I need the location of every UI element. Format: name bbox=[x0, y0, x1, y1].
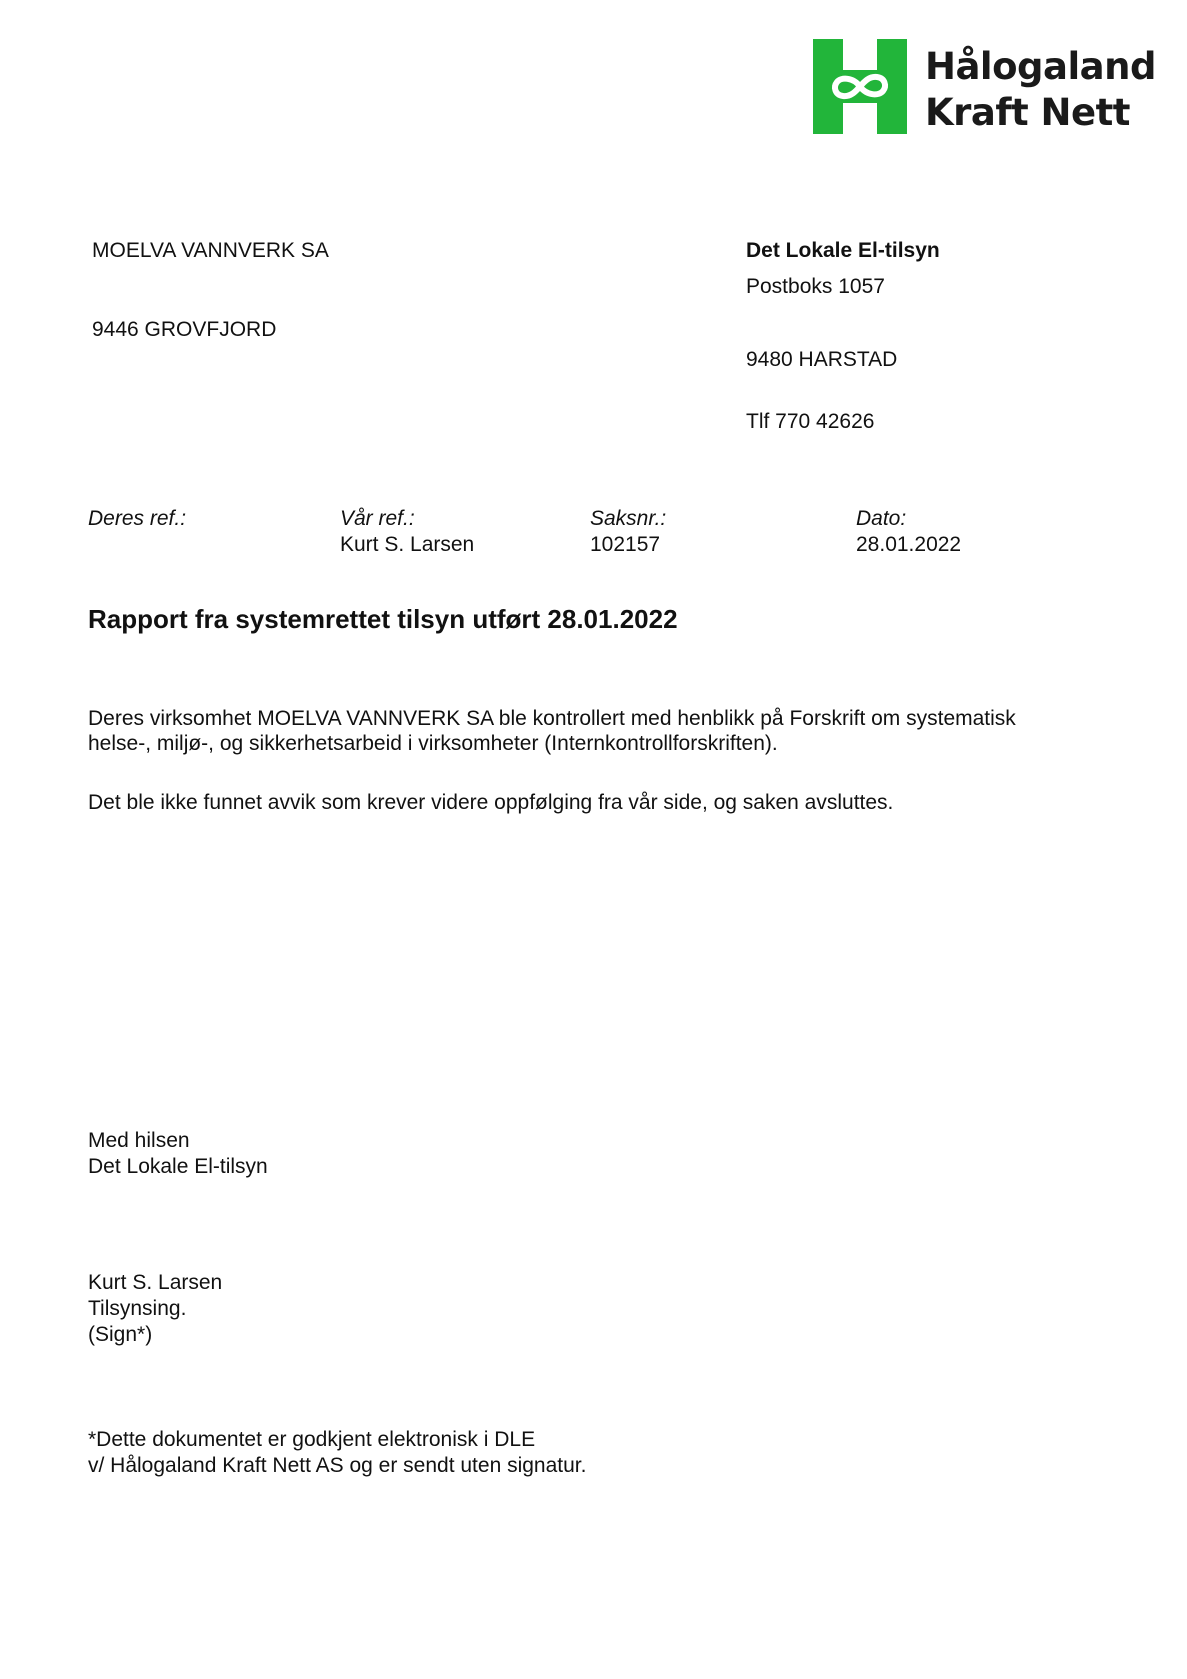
var-ref-value: Kurt S. Larsen bbox=[340, 533, 475, 556]
document-title: Rapport fra systemrettet tilsyn utført 28.01.2022 bbox=[88, 604, 678, 634]
signature-sign: (Sign*) bbox=[88, 1323, 153, 1346]
saksnr-value: 102157 bbox=[590, 533, 661, 556]
saksnr-label: Saksnr.: bbox=[590, 507, 667, 530]
body-paragraph-1-line-2: helse-, miljø-, og sikkerhetsarbeid i virksomheter (Internkontrollforskriften). bbox=[88, 732, 778, 755]
deres-ref-label: Deres ref.: bbox=[88, 507, 187, 530]
sender-phone: Tlf 770 42626 bbox=[746, 410, 875, 433]
dato-value: 28.01.2022 bbox=[856, 533, 962, 556]
closing-org: Det Lokale El-tilsyn bbox=[88, 1155, 268, 1178]
recipient-postal: 9446 GROVFJORD bbox=[92, 318, 277, 341]
recipient-name: MOELVA VANNVERK SA bbox=[92, 239, 329, 262]
logo-text bbox=[925, 44, 1156, 136]
body-paragraph-2: Det ble ikke funnet avvik som krever videre oppfølging fra vår side, og saken avsluttes. bbox=[88, 791, 894, 814]
sender-name: Det Lokale El-tilsyn bbox=[746, 239, 940, 262]
logo-line-2: Kraft Nett bbox=[925, 91, 1130, 134]
logo-line-1: Hålogaland bbox=[925, 45, 1156, 88]
logo-mark bbox=[813, 39, 907, 134]
signature-name: Kurt S. Larsen bbox=[88, 1271, 223, 1294]
signature-role: Tilsynsing. bbox=[88, 1297, 187, 1320]
closing-greeting: Med hilsen bbox=[88, 1129, 190, 1152]
footnote-line-1: *Dette dokumentet er godkjent elektronisk i DLE bbox=[88, 1428, 536, 1451]
dato-label: Dato: bbox=[856, 507, 907, 530]
var-ref-label: Vår ref.: bbox=[340, 507, 415, 530]
body-paragraph-1-line-1: Deres virksomhet MOELVA VANNVERK SA ble kontrollert med henblikk på Forskrift om systematisk bbox=[88, 707, 1016, 730]
sender-postal: 9480 HARSTAD bbox=[746, 348, 898, 371]
footnote-line-2: v/ Hålogaland Kraft Nett AS og er sendt uten signatur. bbox=[88, 1454, 587, 1477]
sender-address: Postboks 1057 bbox=[746, 275, 885, 298]
